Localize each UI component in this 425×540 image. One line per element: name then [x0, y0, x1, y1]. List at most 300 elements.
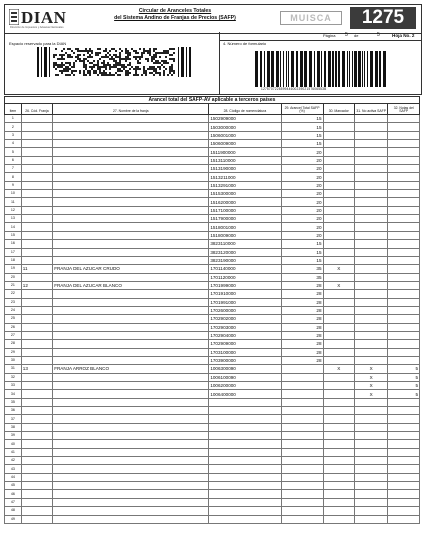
- cell-tariff: [281, 373, 323, 381]
- cell-subheading: [209, 482, 281, 490]
- cell-marker: [323, 490, 354, 498]
- cell-franja-name: [53, 482, 209, 490]
- cell-item: 14: [5, 223, 22, 231]
- cell-marker: [323, 240, 354, 248]
- cell-subheading: 1517900000: [209, 215, 281, 223]
- cell-subheading: 1006400000: [209, 390, 281, 398]
- cell-item: 3: [5, 131, 22, 139]
- cell-item: 26: [5, 323, 22, 331]
- cell-subheading: [209, 457, 281, 465]
- cell-item: 37: [5, 415, 22, 423]
- table-row: [5, 248, 420, 256]
- cell-subheading: 1518009000: [209, 231, 281, 239]
- cell-tariff: [281, 398, 323, 406]
- cell-tariff: 35: [281, 273, 323, 281]
- cell-marker: [323, 173, 354, 181]
- cell-no-active: [354, 190, 388, 198]
- cell-subheading: [209, 490, 281, 498]
- cell-subheading: 1506001000: [209, 131, 281, 139]
- cell-marker: [323, 356, 354, 364]
- cell-subheading: 1513190000: [209, 165, 281, 173]
- table-row: [5, 273, 420, 281]
- table-row: [5, 498, 420, 506]
- cell-no-active: [354, 148, 388, 156]
- cell-item: 39: [5, 432, 22, 440]
- table-row: [5, 165, 420, 173]
- cell-notes: [388, 123, 420, 131]
- table-row: [5, 173, 420, 181]
- muisca-logo: MUISCA: [280, 11, 342, 25]
- cell-no-active: [354, 240, 388, 248]
- cell-tariff: [281, 415, 323, 423]
- cell-subheading: 1701910000: [209, 290, 281, 298]
- cell-item: 6: [5, 156, 22, 164]
- cell-no-active: [354, 507, 388, 515]
- cell-item: 32: [5, 373, 22, 381]
- cell-no-active: [354, 490, 388, 498]
- cell-franja-code: [21, 398, 52, 406]
- cell-notes: [388, 432, 420, 440]
- cell-marker: [323, 415, 354, 423]
- cell-subheading: 1502909000: [209, 115, 281, 123]
- table-row: [5, 440, 420, 448]
- cell-tariff: 28: [281, 340, 323, 348]
- cell-tariff: 20: [281, 148, 323, 156]
- cell-franja-code: [21, 415, 52, 423]
- cell-subheading: 1517100000: [209, 206, 281, 214]
- table-row: [5, 390, 420, 398]
- cell-item: 15: [5, 231, 22, 239]
- cell-franja-code: [21, 156, 52, 164]
- cell-item: 31: [5, 365, 22, 373]
- cell-subheading: 1702904000: [209, 331, 281, 339]
- cell-marker: X: [323, 281, 354, 289]
- col-header-tariff: 29. Arancel Total SAFP (%): [281, 104, 323, 115]
- cell-subheading: 1702909000: [209, 340, 281, 348]
- cell-item: 18: [5, 256, 22, 264]
- cell-tariff: 20: [281, 231, 323, 239]
- form-number-badge: 1275: [350, 7, 416, 29]
- cell-franja-code: [21, 181, 52, 189]
- cell-subheading: 1516200000: [209, 198, 281, 206]
- cell-item: 38: [5, 423, 22, 431]
- dian-emblem-icon: [9, 9, 19, 25]
- cell-franja-name: [53, 240, 209, 248]
- cell-no-active: [354, 423, 388, 431]
- cell-item: 24: [5, 306, 22, 314]
- cell-franja-name: [53, 231, 209, 239]
- cell-franja-name: [53, 331, 209, 339]
- cell-no-active: [354, 231, 388, 239]
- cell-notes: [388, 140, 420, 148]
- cell-marker: [323, 448, 354, 456]
- cell-marker: [323, 148, 354, 156]
- cell-no-active: [354, 398, 388, 406]
- cell-marker: X: [323, 365, 354, 373]
- table-header-row: [5, 104, 420, 115]
- cell-marker: [323, 248, 354, 256]
- dian-logo: [9, 9, 67, 31]
- form-subheader: [4, 32, 422, 95]
- cell-item: 9: [5, 181, 22, 189]
- table-row: [5, 198, 420, 206]
- cell-tariff: [281, 407, 323, 415]
- form-number-label: 4. Número de formulario: [223, 41, 267, 46]
- cell-tariff: 28: [281, 356, 323, 364]
- cell-no-active: [354, 498, 388, 506]
- cell-franja-name: FRANJA DEL AZUCAR BLANCO: [53, 281, 209, 289]
- cell-marker: [323, 348, 354, 356]
- cell-item: 22: [5, 290, 22, 298]
- cell-tariff: 20: [281, 198, 323, 206]
- cell-item: 44: [5, 473, 22, 481]
- cell-subheading: [209, 448, 281, 456]
- cell-marker: [323, 256, 354, 264]
- cell-subheading: 1513291000: [209, 181, 281, 189]
- cell-item: 25: [5, 315, 22, 323]
- cell-no-active: [354, 515, 388, 523]
- cell-franja-code: [21, 440, 52, 448]
- cell-notes: [388, 131, 420, 139]
- cell-franja-name: [53, 165, 209, 173]
- cell-tariff: [281, 498, 323, 506]
- cell-subheading: 1701999000: [209, 281, 281, 289]
- cell-subheading: [209, 432, 281, 440]
- table-row: [5, 140, 420, 148]
- cell-tariff: 28: [281, 315, 323, 323]
- cell-notes: [388, 215, 420, 223]
- cell-item: 4: [5, 140, 22, 148]
- cell-notes: [388, 507, 420, 515]
- cell-item: 49: [5, 515, 22, 523]
- cell-franja-name: [53, 340, 209, 348]
- cell-subheading: 1702600000: [209, 306, 281, 314]
- cell-franja-code: [21, 315, 52, 323]
- cell-notes: 5: [388, 365, 420, 373]
- cell-item: 21: [5, 281, 22, 289]
- cell-franja-code: [21, 231, 52, 239]
- cell-tariff: 15: [281, 248, 323, 256]
- page-of-label: de: [354, 33, 359, 38]
- cell-franja-code: [21, 390, 52, 398]
- cell-franja-name: [53, 390, 209, 398]
- table-row: [5, 290, 420, 298]
- cell-franja-code: [21, 482, 52, 490]
- cell-franja-code: 12: [21, 281, 52, 289]
- cell-marker: [323, 123, 354, 131]
- cell-tariff: 28: [281, 323, 323, 331]
- cell-notes: [388, 240, 420, 248]
- cell-no-active: [354, 465, 388, 473]
- cell-tariff: [281, 473, 323, 481]
- cell-marker: [323, 373, 354, 381]
- barcode-number: 12757072285994460023902157606553B: [261, 87, 327, 91]
- cell-franja-name: [53, 448, 209, 456]
- cell-item: 1: [5, 115, 22, 123]
- cell-franja-code: [21, 498, 52, 506]
- cell-franja-name: [53, 432, 209, 440]
- cell-item: 11: [5, 198, 22, 206]
- cell-item: 47: [5, 498, 22, 506]
- cell-franja-name: [53, 306, 209, 314]
- cell-franja-name: [53, 356, 209, 364]
- col-header-item: Item: [5, 104, 22, 115]
- cell-no-active: [354, 448, 388, 456]
- table-row: [5, 490, 420, 498]
- cell-no-active: [354, 315, 388, 323]
- cell-notes: [388, 290, 420, 298]
- cell-no-active: [354, 298, 388, 306]
- cell-subheading: 1006300090: [209, 365, 281, 373]
- table-row: [5, 373, 420, 381]
- cell-notes: [388, 448, 420, 456]
- cell-no-active: [354, 432, 388, 440]
- cell-no-active: [354, 356, 388, 364]
- table-row: [5, 457, 420, 465]
- cell-item: 2: [5, 123, 22, 131]
- cell-subheading: [209, 515, 281, 523]
- cell-no-active: [354, 281, 388, 289]
- cell-marker: [323, 407, 354, 415]
- cell-tariff: [281, 490, 323, 498]
- cell-notes: [388, 248, 420, 256]
- cell-item: 43: [5, 465, 22, 473]
- cell-no-active: [354, 198, 388, 206]
- table-row: [5, 365, 420, 373]
- table-row: [5, 407, 420, 415]
- cell-no-active: [354, 173, 388, 181]
- cell-franja-code: [21, 407, 52, 415]
- cell-franja-code: [21, 490, 52, 498]
- cell-subheading: [209, 473, 281, 481]
- cell-no-active: [354, 165, 388, 173]
- cell-item: 7: [5, 165, 22, 173]
- cell-marker: [323, 115, 354, 123]
- cell-subheading: 1511900000: [209, 148, 281, 156]
- cell-marker: [323, 482, 354, 490]
- cell-franja-code: [21, 173, 52, 181]
- table-row: [5, 398, 420, 406]
- cell-marker: [323, 323, 354, 331]
- table-row: [5, 156, 420, 164]
- table-band-row: [5, 97, 420, 104]
- cell-notes: [388, 281, 420, 289]
- table-row: [5, 223, 420, 231]
- cell-notes: [388, 490, 420, 498]
- col-header-no-active: 31. No activa SAFP: [354, 104, 388, 115]
- cell-notes: [388, 148, 420, 156]
- cell-subheading: 1513211000: [209, 173, 281, 181]
- cell-marker: [323, 432, 354, 440]
- cell-subheading: 3823190000: [209, 256, 281, 264]
- cell-subheading: 1513110000: [209, 156, 281, 164]
- cell-franja-code: 13: [21, 365, 52, 373]
- cell-franja-name: [53, 423, 209, 431]
- cell-franja-code: [21, 465, 52, 473]
- cell-no-active: [354, 323, 388, 331]
- cell-notes: [388, 482, 420, 490]
- cell-notes: 5: [388, 390, 420, 398]
- cell-franja-code: [21, 240, 52, 248]
- cell-franja-code: [21, 298, 52, 306]
- cell-subheading: [209, 407, 281, 415]
- cell-subheading: 3823110000: [209, 240, 281, 248]
- cell-subheading: [209, 423, 281, 431]
- cell-tariff: [281, 365, 323, 373]
- cell-no-active: [354, 273, 388, 281]
- cell-tariff: 20: [281, 181, 323, 189]
- table-row: [5, 298, 420, 306]
- cell-marker: [323, 457, 354, 465]
- cell-notes: 5: [388, 373, 420, 381]
- cell-franja-name: [53, 440, 209, 448]
- cell-subheading: 1703900000: [209, 356, 281, 364]
- cell-no-active: X: [354, 365, 388, 373]
- table-row: [5, 148, 420, 156]
- cell-tariff: 28: [281, 348, 323, 356]
- cell-franja-code: [21, 356, 52, 364]
- cell-marker: [323, 440, 354, 448]
- cell-marker: [323, 340, 354, 348]
- cell-tariff: [281, 382, 323, 390]
- cell-tariff: 28: [281, 331, 323, 339]
- cell-notes: [388, 156, 420, 164]
- cell-subheading: [209, 507, 281, 515]
- table-row: [5, 240, 420, 248]
- table-row: [5, 507, 420, 515]
- cell-tariff: 28: [281, 290, 323, 298]
- cell-notes: [388, 423, 420, 431]
- cell-marker: X: [323, 265, 354, 273]
- dian-2d-barcode: [37, 47, 191, 77]
- cell-item: 40: [5, 440, 22, 448]
- cell-franja-code: [21, 331, 52, 339]
- cell-tariff: 15: [281, 256, 323, 264]
- cell-franja-name: [53, 156, 209, 164]
- table-row: [5, 181, 420, 189]
- cell-no-active: [354, 115, 388, 123]
- cell-franja-name: [53, 373, 209, 381]
- cell-tariff: [281, 507, 323, 515]
- cell-tariff: 15: [281, 115, 323, 123]
- cell-tariff: 28: [281, 306, 323, 314]
- cell-franja-name: [53, 323, 209, 331]
- cell-notes: [388, 498, 420, 506]
- cell-franja-name: [53, 473, 209, 481]
- cell-notes: [388, 340, 420, 348]
- cell-notes: [388, 356, 420, 364]
- cell-tariff: 20: [281, 156, 323, 164]
- cell-no-active: [354, 140, 388, 148]
- cell-tariff: [281, 515, 323, 523]
- table-row: [5, 382, 420, 390]
- cell-no-active: [354, 265, 388, 273]
- cell-franja-name: [53, 248, 209, 256]
- cell-franja-name: [53, 407, 209, 415]
- cell-franja-code: [21, 248, 52, 256]
- cell-subheading: 3823120000: [209, 248, 281, 256]
- cell-notes: 5: [388, 382, 420, 390]
- cell-tariff: [281, 457, 323, 465]
- logo-subtext: Dirección de Impuestos y Aduanas Nacionales: [10, 26, 64, 29]
- table-band-title: Arancel total del SAFP-AV aplicable a terceros países: [5, 97, 420, 104]
- cell-tariff: [281, 448, 323, 456]
- cell-item: 27: [5, 331, 22, 339]
- cell-franja-name: [53, 465, 209, 473]
- table-row: [5, 281, 420, 289]
- cell-tariff: [281, 440, 323, 448]
- col-header-name: 27. Nombre de la franja: [53, 104, 209, 115]
- form-barcode: [255, 51, 387, 87]
- cell-item: 8: [5, 173, 22, 181]
- form-header: [4, 4, 422, 34]
- cell-item: 19: [5, 265, 22, 273]
- cell-marker: [323, 198, 354, 206]
- cell-notes: [388, 190, 420, 198]
- cell-franja-code: [21, 115, 52, 123]
- table-row: [5, 115, 420, 123]
- table-row: [5, 331, 420, 339]
- cell-subheading: [209, 498, 281, 506]
- col-header-notes: 32. Notas del SAFP: [388, 104, 420, 115]
- cell-notes: [388, 265, 420, 273]
- cell-tariff: 20: [281, 223, 323, 231]
- cell-notes: [388, 315, 420, 323]
- cell-subheading: 1006200000: [209, 382, 281, 390]
- cell-marker: [323, 315, 354, 323]
- cell-no-active: [354, 206, 388, 214]
- cell-no-active: [354, 415, 388, 423]
- cell-franja-code: [21, 273, 52, 281]
- cell-franja-name: [53, 190, 209, 198]
- cell-franja-code: [21, 340, 52, 348]
- cell-marker: [323, 165, 354, 173]
- cell-notes: [388, 115, 420, 123]
- cell-item: 5: [5, 148, 22, 156]
- cell-subheading: 1701991000: [209, 298, 281, 306]
- cell-notes: [388, 256, 420, 264]
- cell-notes: [388, 407, 420, 415]
- table-row: [5, 423, 420, 431]
- cell-no-active: [354, 290, 388, 298]
- table-row: [5, 348, 420, 356]
- cell-franja-name: [53, 315, 209, 323]
- cell-marker: [323, 290, 354, 298]
- cell-subheading: 1703100000: [209, 348, 281, 356]
- cell-item: 29: [5, 348, 22, 356]
- cell-no-active: [354, 248, 388, 256]
- cell-franja-code: 11: [21, 265, 52, 273]
- cell-marker: [323, 331, 354, 339]
- cell-franja-code: [21, 507, 52, 515]
- cell-marker: [323, 190, 354, 198]
- table-row: [5, 515, 420, 523]
- table-row: [5, 323, 420, 331]
- cell-subheading: 1006100090: [209, 373, 281, 381]
- cell-franja-code: [21, 457, 52, 465]
- cell-franja-name: [53, 123, 209, 131]
- cell-marker: [323, 423, 354, 431]
- cell-marker: [323, 181, 354, 189]
- cell-franja-code: [21, 215, 52, 223]
- cell-no-active: [354, 156, 388, 164]
- cell-franja-code: [21, 423, 52, 431]
- table-row: [5, 190, 420, 198]
- form-title-line2: del Sistema Andino de Franjas de Precios (SAFP): [114, 15, 236, 21]
- cell-franja-code: [21, 323, 52, 331]
- cell-franja-name: [53, 115, 209, 123]
- cell-notes: [388, 440, 420, 448]
